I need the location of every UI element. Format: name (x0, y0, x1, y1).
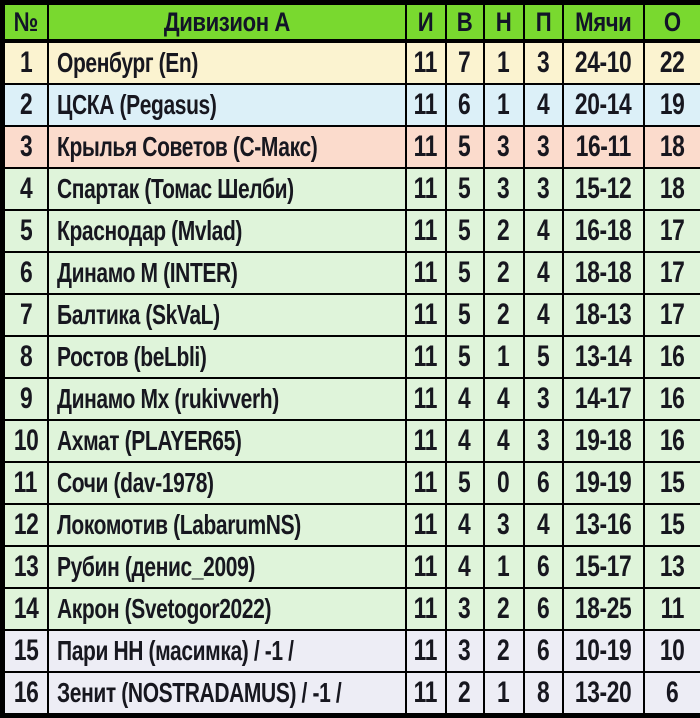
table-row (3, 252, 700, 294)
table-row (3, 504, 700, 546)
played-value: 11 (413, 88, 438, 121)
pos-value: 15 (13, 634, 39, 667)
drawn-value: 4 (497, 382, 510, 415)
played-value: 11 (413, 634, 438, 667)
cell-played (406, 630, 446, 672)
goals-value: 19-18 (574, 424, 632, 457)
lost-value: 6 (536, 466, 550, 499)
points-value: 17 (659, 214, 685, 247)
cell-pos (3, 84, 48, 126)
won-value: 5 (458, 466, 471, 499)
column-header-drawn (484, 3, 524, 42)
points-value: 17 (659, 298, 685, 331)
goals-value: 13-16 (574, 508, 632, 541)
cell-lost (524, 252, 563, 294)
cell-played (406, 168, 446, 210)
column-header-won (446, 3, 484, 42)
team-value: Ростов (beLbli) (56, 341, 206, 372)
cell-lost (524, 630, 563, 672)
cell-goals (563, 168, 644, 210)
cell-team (48, 336, 406, 378)
played-value: 11 (413, 508, 438, 541)
won-value: 3 (458, 634, 471, 667)
column-header-label: П (535, 6, 551, 37)
table-row (3, 462, 700, 504)
drawn-value: 0 (497, 466, 510, 499)
cell-drawn (484, 336, 524, 378)
column-header-label: Н (495, 6, 512, 37)
lost-value: 3 (536, 172, 550, 205)
won-value: 4 (458, 424, 471, 457)
lost-value: 4 (536, 508, 550, 541)
drawn-value: 2 (497, 256, 510, 289)
cell-goals (563, 588, 644, 630)
won-value: 4 (458, 508, 471, 541)
cell-played (406, 84, 446, 126)
cell-pos (3, 462, 48, 504)
drawn-value: 2 (497, 298, 510, 331)
cell-played (406, 504, 446, 546)
cell-won (446, 84, 484, 126)
pos-value: 2 (19, 88, 32, 121)
team-value: Рубин (денис_2009) (56, 551, 255, 582)
cell-lost (524, 336, 563, 378)
standings-table-header (3, 3, 700, 42)
column-header-label: В (456, 6, 473, 37)
won-value: 5 (458, 256, 471, 289)
cell-points (644, 84, 700, 126)
cell-drawn (484, 462, 524, 504)
cell-goals (563, 294, 644, 336)
points-value: 18 (659, 130, 685, 163)
column-header-label: № (13, 6, 38, 37)
cell-points (644, 294, 700, 336)
pos-value: 13 (13, 550, 39, 583)
table-row (3, 672, 700, 716)
goals-value: 18-18 (574, 256, 632, 289)
goals-value: 18-25 (574, 592, 632, 625)
points-value: 15 (659, 508, 685, 541)
cell-drawn (484, 210, 524, 252)
cell-pos (3, 420, 48, 462)
cell-points (644, 252, 700, 294)
played-value: 11 (413, 382, 438, 415)
drawn-value: 3 (497, 508, 510, 541)
table-row (3, 546, 700, 588)
team-value: Сочи (dav-1978) (56, 467, 214, 498)
played-value: 11 (413, 46, 438, 79)
won-value: 4 (458, 550, 471, 583)
cell-played (406, 546, 446, 588)
cell-pos (3, 210, 48, 252)
cell-drawn (484, 294, 524, 336)
goals-value: 10-19 (574, 634, 632, 667)
cell-pos (3, 336, 48, 378)
cell-team (48, 672, 406, 716)
goals-value: 16-18 (574, 214, 632, 247)
drawn-value: 3 (497, 172, 510, 205)
played-value: 11 (413, 256, 438, 289)
cell-team (48, 126, 406, 168)
cell-drawn (484, 588, 524, 630)
table-row (3, 41, 700, 84)
drawn-value: 1 (497, 340, 510, 373)
pos-value: 14 (13, 592, 39, 625)
drawn-value: 4 (497, 424, 510, 457)
cell-drawn (484, 126, 524, 168)
goals-value: 15-12 (574, 172, 632, 205)
points-value: 13 (659, 550, 685, 583)
team-value: Зенит (NOSTRADAMUS) / -1 / (56, 677, 341, 708)
drawn-value: 2 (497, 592, 510, 625)
cell-points (644, 588, 700, 630)
column-header-label: О (663, 6, 681, 37)
pos-value: 3 (19, 130, 32, 163)
lost-value: 6 (536, 550, 550, 583)
cell-goals (563, 672, 644, 716)
won-value: 6 (458, 88, 471, 121)
won-value: 7 (458, 46, 471, 79)
won-value: 5 (458, 298, 471, 331)
cell-drawn (484, 41, 524, 84)
cell-points (644, 41, 700, 84)
played-value: 11 (413, 592, 438, 625)
cell-goals (563, 546, 644, 588)
cell-won (446, 41, 484, 84)
cell-won (446, 378, 484, 420)
cell-lost (524, 210, 563, 252)
pos-value: 1 (19, 46, 32, 79)
team-value: Оренбург (En) (56, 47, 198, 78)
cell-pos (3, 41, 48, 84)
played-value: 11 (413, 466, 438, 499)
cell-played (406, 672, 446, 716)
team-value: Краснодар (Mvlad) (56, 215, 242, 246)
team-value: Балтика (SkVaL) (56, 299, 220, 330)
played-value: 11 (413, 214, 438, 247)
cell-lost (524, 41, 563, 84)
standings-table-body (3, 41, 700, 716)
cell-team (48, 504, 406, 546)
won-value: 3 (458, 592, 471, 625)
cell-points (644, 336, 700, 378)
table-row (3, 378, 700, 420)
cell-team (48, 546, 406, 588)
won-value: 4 (458, 382, 471, 415)
cell-points (644, 672, 700, 716)
cell-won (446, 420, 484, 462)
won-value: 5 (458, 172, 471, 205)
cell-points (644, 168, 700, 210)
cell-lost (524, 546, 563, 588)
cell-lost (524, 672, 563, 716)
column-header-pos (3, 3, 48, 42)
cell-lost (524, 420, 563, 462)
table-row (3, 336, 700, 378)
team-value: Ахмат (PLAYER65) (56, 425, 241, 456)
played-value: 11 (413, 172, 438, 205)
lost-value: 4 (536, 298, 550, 331)
cell-goals (563, 462, 644, 504)
cell-played (406, 210, 446, 252)
table-row (3, 84, 700, 126)
won-value: 5 (458, 130, 471, 163)
lost-value: 4 (536, 88, 550, 121)
played-value: 11 (413, 340, 438, 373)
won-value: 5 (458, 340, 471, 373)
team-value: Динамо Мх (rukivverh) (56, 383, 279, 414)
table-row (3, 210, 700, 252)
cell-points (644, 630, 700, 672)
cell-team (48, 294, 406, 336)
cell-team (48, 588, 406, 630)
drawn-value: 1 (497, 88, 510, 121)
lost-value: 5 (536, 340, 550, 373)
column-header-goals (563, 3, 644, 42)
cell-team (48, 84, 406, 126)
cell-pos (3, 126, 48, 168)
cell-pos (3, 630, 48, 672)
cell-won (446, 336, 484, 378)
cell-team (48, 41, 406, 84)
cell-goals (563, 126, 644, 168)
table-row (3, 168, 700, 210)
goals-value: 15-17 (574, 550, 632, 583)
goals-value: 20-14 (574, 88, 632, 121)
cell-lost (524, 294, 563, 336)
team-value: Пари НН (масимка) / -1 / (56, 635, 294, 666)
table-row (3, 294, 700, 336)
lost-value: 3 (536, 46, 550, 79)
cell-won (446, 210, 484, 252)
pos-value: 9 (19, 382, 32, 415)
cell-pos (3, 378, 48, 420)
goals-value: 18-13 (574, 298, 632, 331)
column-header-lost (524, 3, 563, 42)
cell-team (48, 420, 406, 462)
cell-played (406, 336, 446, 378)
cell-team (48, 252, 406, 294)
cell-played (406, 420, 446, 462)
points-value: 11 (660, 592, 684, 625)
cell-played (406, 462, 446, 504)
cell-won (446, 252, 484, 294)
pos-value: 5 (19, 214, 32, 247)
cell-pos (3, 252, 48, 294)
cell-played (406, 294, 446, 336)
points-value: 22 (659, 46, 685, 79)
cell-lost (524, 378, 563, 420)
cell-won (446, 294, 484, 336)
cell-drawn (484, 504, 524, 546)
table-row (3, 630, 700, 672)
lost-value: 3 (536, 424, 550, 457)
team-value: Локомотив (LabarumNS) (56, 509, 301, 540)
cell-points (644, 210, 700, 252)
cell-drawn (484, 378, 524, 420)
goals-value: 16-11 (575, 130, 631, 163)
cell-played (406, 126, 446, 168)
points-value: 16 (659, 382, 685, 415)
goals-value: 24-10 (574, 46, 632, 79)
cell-lost (524, 168, 563, 210)
cell-goals (563, 84, 644, 126)
table-row (3, 588, 700, 630)
column-header-label: Мячи (574, 6, 632, 37)
column-header-points (644, 3, 700, 42)
cell-pos (3, 546, 48, 588)
column-header-label: Дивизион А (163, 6, 290, 37)
pos-value: 10 (13, 424, 39, 457)
cell-goals (563, 504, 644, 546)
lost-value: 6 (536, 634, 550, 667)
team-value: Спартак (Томас Шелби) (56, 173, 294, 204)
cell-goals (563, 630, 644, 672)
cell-pos (3, 168, 48, 210)
cell-goals (563, 252, 644, 294)
cell-points (644, 420, 700, 462)
cell-lost (524, 588, 563, 630)
cell-drawn (484, 546, 524, 588)
won-value: 2 (458, 676, 471, 709)
cell-drawn (484, 672, 524, 716)
cell-won (446, 630, 484, 672)
cell-won (446, 588, 484, 630)
cell-played (406, 378, 446, 420)
cell-drawn (484, 168, 524, 210)
cell-lost (524, 126, 563, 168)
cell-points (644, 546, 700, 588)
lost-value: 3 (536, 382, 550, 415)
points-value: 6 (666, 676, 679, 709)
drawn-value: 2 (497, 634, 510, 667)
points-value: 19 (659, 88, 685, 121)
points-value: 16 (659, 424, 685, 457)
goals-value: 19-19 (574, 466, 632, 499)
pos-value: 6 (19, 256, 32, 289)
pos-value: 11 (14, 466, 38, 499)
won-value: 5 (458, 214, 471, 247)
cell-won (446, 672, 484, 716)
points-value: 15 (659, 466, 685, 499)
drawn-value: 2 (497, 214, 510, 247)
cell-won (446, 546, 484, 588)
cell-played (406, 41, 446, 84)
cell-team (48, 210, 406, 252)
cell-points (644, 126, 700, 168)
column-header-team (48, 3, 406, 42)
played-value: 11 (413, 550, 438, 583)
lost-value: 4 (536, 256, 550, 289)
cell-pos (3, 588, 48, 630)
team-value: Динамо М (INTER) (56, 257, 237, 288)
cell-pos (3, 504, 48, 546)
played-value: 11 (413, 676, 438, 709)
lost-value: 6 (536, 592, 550, 625)
column-header-label: И (417, 6, 434, 37)
pos-value: 16 (13, 676, 39, 709)
lost-value: 8 (536, 676, 550, 709)
cell-lost (524, 504, 563, 546)
played-value: 11 (413, 424, 438, 457)
lost-value: 3 (536, 130, 550, 163)
pos-value: 4 (19, 172, 32, 205)
cell-points (644, 462, 700, 504)
header-row (3, 3, 700, 42)
pos-value: 8 (19, 340, 32, 373)
cell-goals (563, 378, 644, 420)
cell-pos (3, 672, 48, 716)
drawn-value: 3 (497, 130, 510, 163)
cell-won (446, 168, 484, 210)
cell-drawn (484, 84, 524, 126)
pos-value: 7 (19, 298, 32, 331)
team-value: Крылья Советов (С-Макс) (56, 131, 317, 162)
cell-team (48, 378, 406, 420)
points-value: 18 (659, 172, 685, 205)
drawn-value: 1 (497, 550, 510, 583)
cell-drawn (484, 630, 524, 672)
cell-points (644, 378, 700, 420)
played-value: 11 (413, 298, 438, 331)
pos-value: 12 (13, 508, 39, 541)
cell-points (644, 504, 700, 546)
cell-played (406, 252, 446, 294)
cell-team (48, 630, 406, 672)
cell-goals (563, 41, 644, 84)
cell-drawn (484, 252, 524, 294)
team-value: Акрон (Svetogor2022) (56, 593, 271, 624)
table-row (3, 420, 700, 462)
cell-lost (524, 462, 563, 504)
lost-value: 4 (536, 214, 550, 247)
cell-team (48, 462, 406, 504)
drawn-value: 1 (497, 46, 510, 79)
cell-goals (563, 210, 644, 252)
cell-goals (563, 420, 644, 462)
goals-value: 13-14 (574, 340, 632, 373)
cell-drawn (484, 420, 524, 462)
goals-value: 14-17 (574, 382, 632, 415)
column-header-played (406, 3, 446, 42)
cell-played (406, 588, 446, 630)
cell-won (446, 126, 484, 168)
team-value: ЦСКА (Pegasus) (56, 89, 216, 120)
cell-goals (563, 336, 644, 378)
cell-pos (3, 294, 48, 336)
cell-won (446, 462, 484, 504)
cell-won (446, 504, 484, 546)
points-value: 17 (659, 256, 685, 289)
played-value: 11 (413, 130, 438, 163)
points-value: 16 (659, 340, 685, 373)
table-row (3, 126, 700, 168)
cell-lost (524, 84, 563, 126)
drawn-value: 1 (497, 676, 510, 709)
goals-value: 13-20 (574, 676, 632, 709)
points-value: 10 (659, 634, 685, 667)
cell-team (48, 168, 406, 210)
